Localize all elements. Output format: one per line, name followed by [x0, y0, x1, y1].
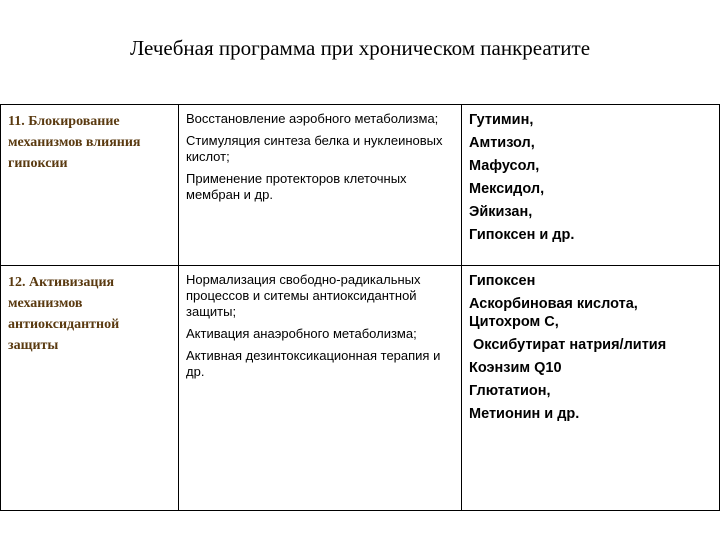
drug-item: Мафусол, — [469, 158, 540, 174]
drug-item: Эйкизан, — [469, 204, 533, 220]
drug-item: Мексидол, — [469, 181, 545, 197]
slide-title: Лечебная программа при хроническом панкреатите — [129, 36, 591, 60]
drug-item: Глютатион, — [469, 383, 551, 399]
goal-cell: 12. Активизация механизмов антиоксидантной защиты — [1, 266, 179, 511]
measure-item: Применение протекторов клеточных мембран и др. — [186, 171, 407, 202]
measure-item: Стимуляция синтеза белка и нуклеиновых кислот; — [186, 133, 443, 164]
measures-cell — [179, 266, 462, 511]
goal-cell: 11. Блокирование механизмов влияния гипоксии — [1, 105, 179, 266]
drug-item: Амтизол, — [469, 135, 535, 151]
drug-item: Оксибутират натрия/лития — [473, 337, 667, 353]
drug-item: Гипоксен — [469, 273, 536, 289]
table-row — [1, 266, 720, 511]
drugs-cell — [462, 266, 720, 511]
drugs-cell — [462, 105, 720, 266]
measure-item: Активная дезинтоксикационная терапия и др. — [186, 348, 441, 379]
measure-item: Нормализация свободно-радикальных процессов и ситемы антиоксидантной защиты; — [186, 272, 421, 319]
drug-item: Аскорбиновая кислота, Цитохром С, — [469, 296, 638, 330]
drug-item: Коэнзим Q10 — [469, 360, 562, 376]
drug-item: Гутимин, — [469, 112, 534, 128]
table-row — [1, 105, 720, 266]
drug-item: Метионин и др. — [469, 406, 580, 422]
treatment-table — [0, 104, 720, 511]
drug-item: Гипоксен и др. — [469, 227, 575, 243]
measure-item: Активация анаэробного метаболизма; — [186, 326, 417, 341]
measures-cell — [179, 105, 462, 266]
measure-item: Восстановление аэробного метаболизма; — [186, 111, 439, 126]
